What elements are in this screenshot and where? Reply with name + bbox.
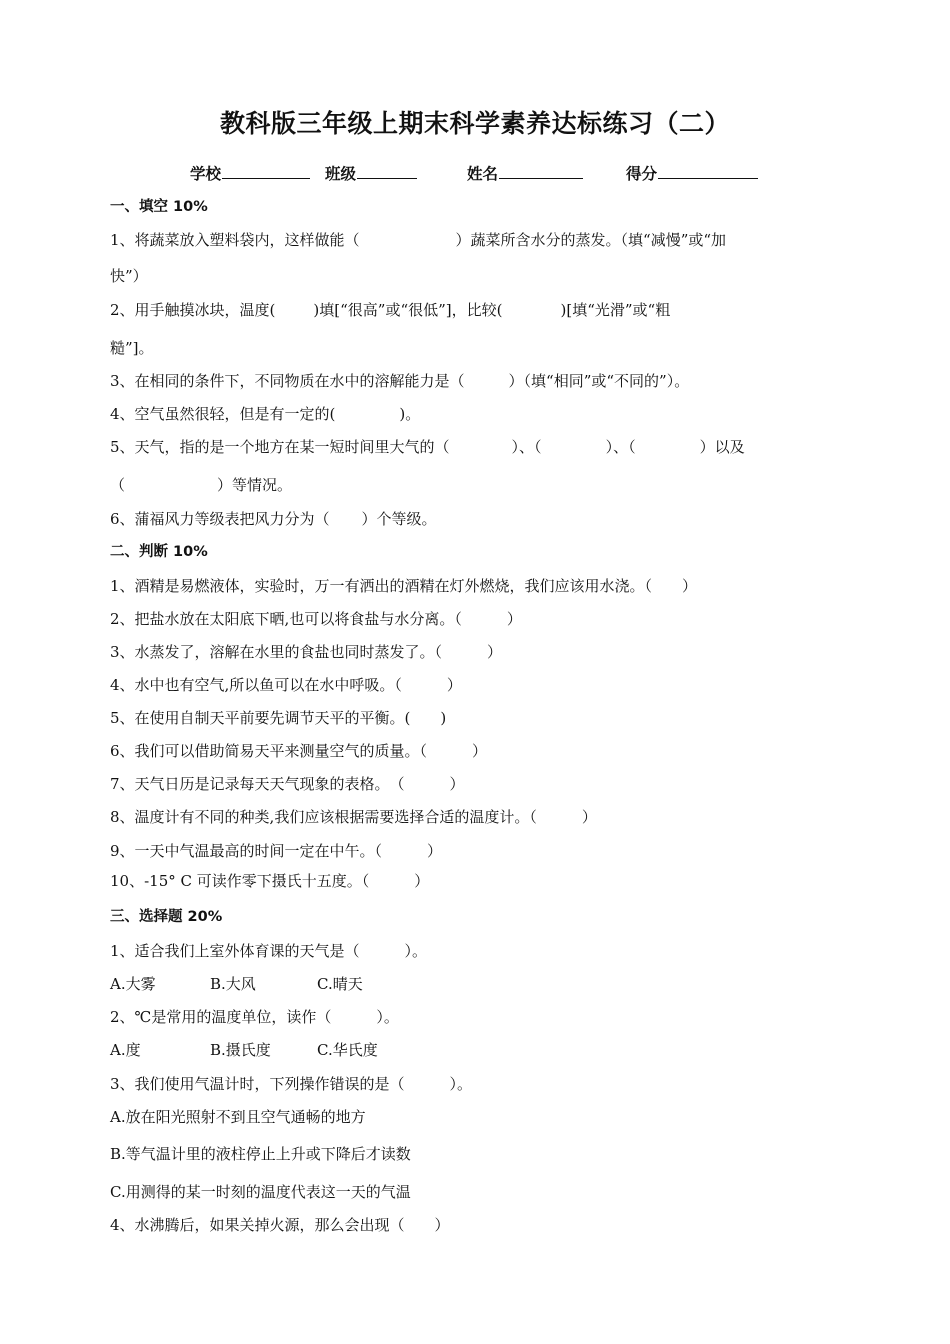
- fill-q2-part-a: 2、用手触摸冰块，温度(: [110, 301, 276, 319]
- choice-q1-option-b[interactable]: B.大风: [210, 975, 256, 993]
- choice-q2-option-c[interactable]: C.华氏度: [317, 1041, 378, 1059]
- choice-question-1: 1、适合我们上室外体育课的天气是（ ）。: [110, 942, 428, 960]
- fill-q5-part-c: ）、（: [605, 438, 636, 456]
- score-field[interactable]: [626, 162, 758, 184]
- choice-q1-option-a[interactable]: A.大雾: [110, 975, 156, 993]
- fill-question-5: [110, 437, 745, 457]
- name-label: 姓名: [467, 165, 499, 183]
- choice-q3-option-c[interactable]: C.用测得的某一时刻的温度代表这一天的气温: [110, 1183, 411, 1201]
- fill-question-3: [110, 371, 689, 391]
- choice-q2-option-b[interactable]: B.摄氏度: [210, 1041, 271, 1059]
- judge-question-3: 3、水蒸发了，溶解在水里的食盐也同时蒸发了。（ ）: [110, 643, 503, 661]
- choice-question-3: 3、我们使用气温计时，下列操作错误的是（ ）。: [110, 1075, 473, 1093]
- fill-q4-part-a: 4、空气虽然很轻，但是有一定的(: [110, 405, 336, 423]
- judge-question-5: 5、在使用自制天平前要先调节天平的平衡。( ): [110, 709, 447, 727]
- fill-q6-part-a: 6、蒲福风力等级表把风力分为（: [110, 510, 330, 528]
- school-label: 学校: [190, 165, 222, 183]
- fill-question-6: [110, 509, 437, 529]
- choice-question-4: 4、水沸腾后，如果关掉火源，那么会出现（ ）: [110, 1216, 450, 1234]
- school-blank[interactable]: [222, 162, 310, 179]
- class-blank[interactable]: [357, 162, 417, 179]
- judge-question-2: 2、把盐水放在太阳底下晒,也可以将食盐与水分离。（ ）: [110, 610, 522, 628]
- fill-q5-part-e: （: [110, 476, 126, 494]
- judge-question-4: 4、水中也有空气,所以鱼可以在水中呼吸。（ ）: [110, 676, 462, 694]
- fill-question-4: [110, 404, 420, 424]
- fill-question-2-cont: 糙”]。: [110, 339, 154, 357]
- section-heading-true-false: 二、判断 10%: [110, 544, 208, 560]
- fill-q5-part-d: ）以及: [699, 438, 745, 456]
- fill-q4-part-b: )。: [399, 405, 421, 423]
- judge-question-6: 6、我们可以借助简易天平来测量空气的质量。（ ）: [110, 742, 488, 760]
- class-field[interactable]: [325, 162, 417, 184]
- fill-question-2: [110, 300, 670, 320]
- choice-q3-option-b[interactable]: B.等气温计里的液柱停止上升或下降后才读数: [110, 1145, 411, 1163]
- fill-question-5-cont: [110, 475, 292, 495]
- judge-question-10: 10、-15° C 可读作零下摄氏十五度。（ ）: [110, 872, 430, 890]
- choice-q2-option-a[interactable]: A.度: [110, 1041, 141, 1059]
- fill-q5-part-f: ）等情况。: [217, 476, 293, 494]
- fill-question-1: [110, 230, 726, 250]
- section-heading-fill-in: 一、填空 10%: [110, 199, 208, 215]
- fill-q3-part-b: ）（填“相同”或“不同的”）。: [508, 372, 690, 390]
- judge-question-8: 8、温度计有不同的种类,我们应该根据需要选择合适的温度计。（ ）: [110, 808, 597, 826]
- fill-q6-part-b: ）个等级。: [361, 510, 437, 528]
- judge-question-1: 1、酒精是易燃液体，实验时，万一有洒出的酒精在灯外燃烧，我们应该用水浇。（ ）: [110, 577, 698, 595]
- fill-q3-part-a: 3、在相同的条件下，不同物质在水中的溶解能力是（: [110, 372, 465, 390]
- score-blank[interactable]: [658, 162, 758, 179]
- student-info-row: [0, 162, 950, 186]
- page-title: 教科版三年级上期末科学素养达标练习（二）: [219, 109, 730, 138]
- fill-q1-part-b: ）蔬菜所含水分的蒸发。（填“减慢”或“加: [455, 231, 727, 249]
- fill-q2-part-c: )[填“光滑”或“粗: [560, 301, 671, 319]
- school-field[interactable]: [190, 162, 310, 184]
- choice-q1-option-c[interactable]: C.晴天: [317, 975, 363, 993]
- choice-q3-option-a[interactable]: A.放在阳光照射不到且空气通畅的地方: [110, 1108, 366, 1126]
- judge-question-9: 9、一天中气温最高的时间一定在中午。（ ）: [110, 842, 443, 860]
- fill-q5-part-a: 5、天气，指的是一个地方在某一短时间里大气的（: [110, 438, 450, 456]
- class-label: 班级: [325, 165, 357, 183]
- judge-question-7: 7、天气日历是记录每天天气现象的表格。 （ ）: [110, 775, 465, 793]
- section-heading-multiple-choice: 三、选择题 20%: [110, 909, 223, 925]
- score-label: 得分: [626, 165, 658, 183]
- choice-question-2: 2、℃是常用的温度单位，读作（ ）。: [110, 1008, 399, 1026]
- fill-q1-part-a: 1、将蔬菜放入塑料袋内，这样做能（: [110, 231, 360, 249]
- fill-q2-part-b: )填[“很高”或“很低”]，比较(: [313, 301, 503, 319]
- fill-question-1-cont: 快”）: [110, 267, 148, 285]
- name-blank[interactable]: [499, 162, 583, 179]
- name-field[interactable]: [467, 162, 583, 184]
- fill-q5-part-b: ）、（: [511, 438, 542, 456]
